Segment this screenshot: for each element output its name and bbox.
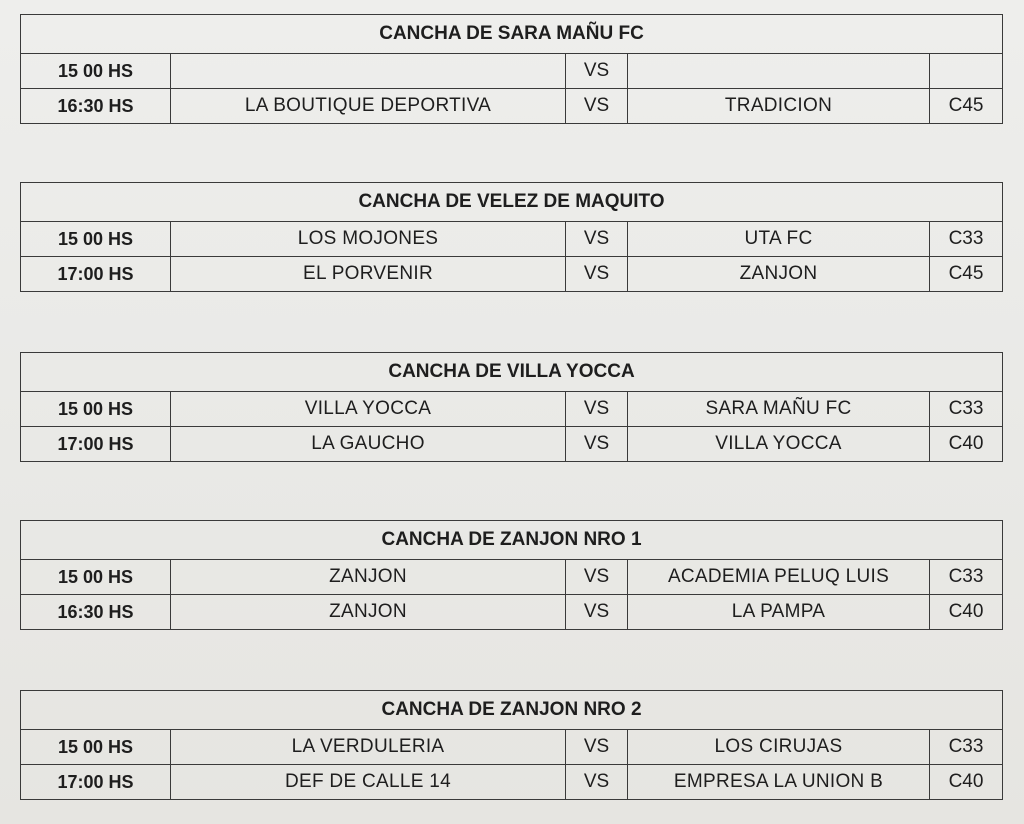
venue-title: CANCHA DE ZANJON NRO 1 xyxy=(21,521,1003,560)
match-row xyxy=(21,595,1003,630)
match-time: 15 00 HS xyxy=(21,54,171,89)
home-team: LA VERDULERIA xyxy=(171,730,566,765)
match-time: 15 00 HS xyxy=(21,222,171,257)
match-time: 16:30 HS xyxy=(21,595,171,630)
venue-block-1 xyxy=(20,14,1002,124)
home-team: EL PORVENIR xyxy=(171,257,566,292)
category xyxy=(930,54,1003,89)
away-team xyxy=(628,54,930,89)
match-row xyxy=(21,765,1003,800)
home-team: VILLA YOCCA xyxy=(171,392,566,427)
match-time: 15 00 HS xyxy=(21,560,171,595)
vs-label: VS xyxy=(566,222,628,257)
match-row xyxy=(21,54,1003,89)
category: C33 xyxy=(930,730,1003,765)
away-team: LOS CIRUJAS xyxy=(628,730,930,765)
category: C45 xyxy=(930,89,1003,124)
match-row xyxy=(21,392,1003,427)
away-team: LA PAMPA xyxy=(628,595,930,630)
match-row xyxy=(21,257,1003,292)
vs-label: VS xyxy=(566,765,628,800)
category: C40 xyxy=(930,595,1003,630)
vs-label: VS xyxy=(566,392,628,427)
fixture-table xyxy=(20,182,1003,292)
category: C40 xyxy=(930,765,1003,800)
away-team: EMPRESA LA UNION B xyxy=(628,765,930,800)
match-row xyxy=(21,560,1003,595)
home-team: LA GAUCHO xyxy=(171,427,566,462)
vs-label: VS xyxy=(566,427,628,462)
match-time: 15 00 HS xyxy=(21,730,171,765)
away-team: UTA FC xyxy=(628,222,930,257)
vs-label: VS xyxy=(566,730,628,765)
category: C33 xyxy=(930,222,1003,257)
match-time: 16:30 HS xyxy=(21,89,171,124)
venue-block-3 xyxy=(20,352,1002,462)
home-team: LOS MOJONES xyxy=(171,222,566,257)
match-row xyxy=(21,427,1003,462)
home-team: DEF DE CALLE 14 xyxy=(171,765,566,800)
match-time: 17:00 HS xyxy=(21,765,171,800)
venue-block-4 xyxy=(20,520,1002,630)
category: C33 xyxy=(930,392,1003,427)
away-team: VILLA YOCCA xyxy=(628,427,930,462)
venue-title: CANCHA DE ZANJON NRO 2 xyxy=(21,691,1003,730)
away-team: SARA MAÑU FC xyxy=(628,392,930,427)
match-row xyxy=(21,89,1003,124)
vs-label: VS xyxy=(566,595,628,630)
venue-title: CANCHA DE VELEZ DE MAQUITO xyxy=(21,183,1003,222)
match-time: 17:00 HS xyxy=(21,427,171,462)
away-team: ACADEMIA PELUQ LUIS xyxy=(628,560,930,595)
category: C45 xyxy=(930,257,1003,292)
vs-label: VS xyxy=(566,89,628,124)
match-row xyxy=(21,222,1003,257)
home-team: LA BOUTIQUE DEPORTIVA xyxy=(171,89,566,124)
venue-title: CANCHA DE VILLA YOCCA xyxy=(21,353,1003,392)
category: C40 xyxy=(930,427,1003,462)
venue-block-5 xyxy=(20,690,1002,800)
vs-label: VS xyxy=(566,54,628,89)
home-team xyxy=(171,54,566,89)
match-time: 15 00 HS xyxy=(21,392,171,427)
away-team: ZANJON xyxy=(628,257,930,292)
home-team: ZANJON xyxy=(171,560,566,595)
fixture-table xyxy=(20,352,1003,462)
fixture-table xyxy=(20,520,1003,630)
match-row xyxy=(21,730,1003,765)
venue-block-2 xyxy=(20,182,1002,292)
venue-title: CANCHA DE SARA MAÑU FC xyxy=(21,15,1003,54)
home-team: ZANJON xyxy=(171,595,566,630)
vs-label: VS xyxy=(566,257,628,292)
vs-label: VS xyxy=(566,560,628,595)
match-time: 17:00 HS xyxy=(21,257,171,292)
away-team: TRADICION xyxy=(628,89,930,124)
category: C33 xyxy=(930,560,1003,595)
fixture-table xyxy=(20,690,1003,800)
fixture-table xyxy=(20,14,1003,124)
